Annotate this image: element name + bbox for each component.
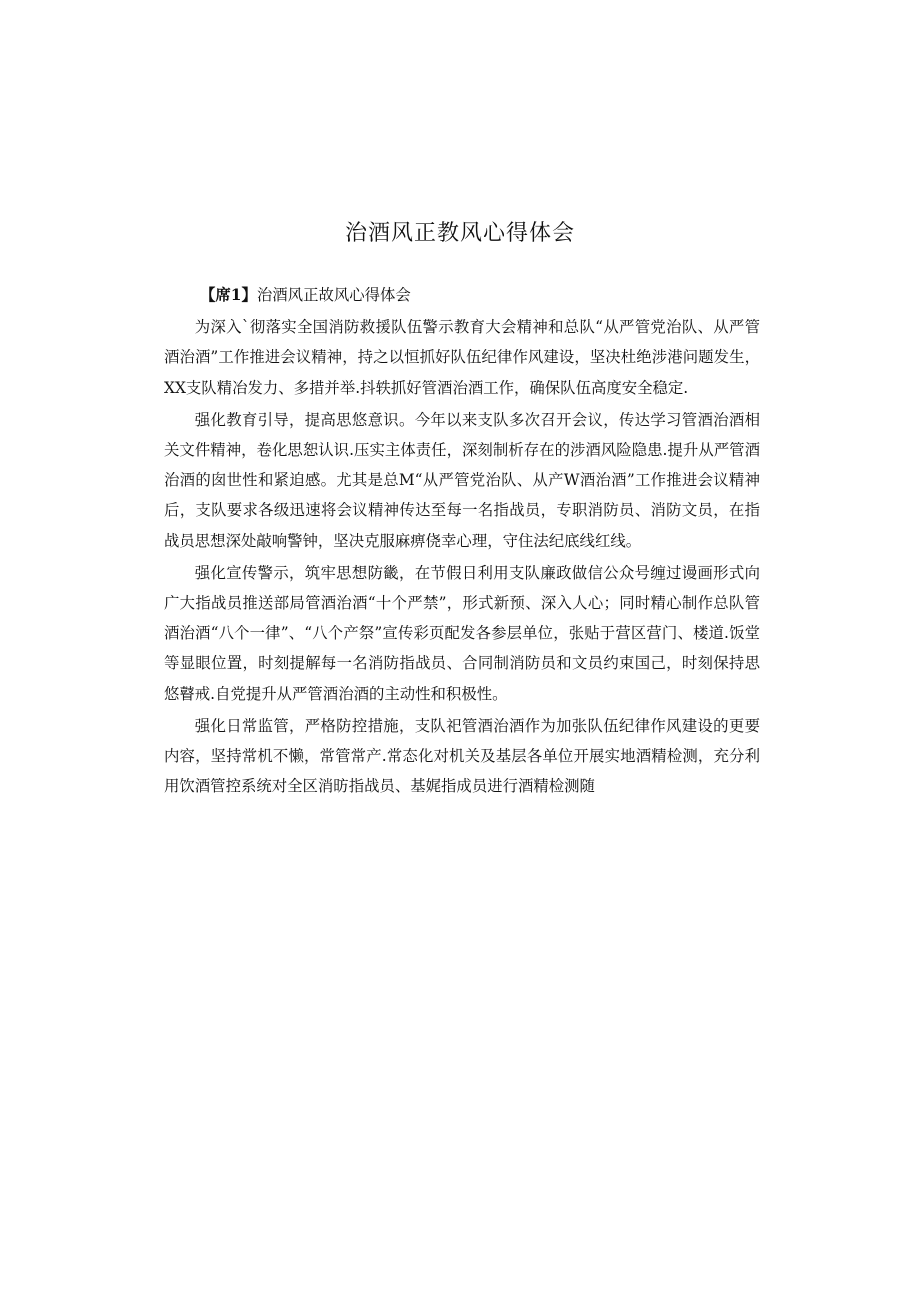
- paragraph-intro: 为深入`彻落实全国消防救援队伍警示教育大会精神和总队“从严管党治队、从严管酒治酒”工作推进会议精神，持之以恒抓好队伍纪律作风建设，坚决杜绝涉港问题发生，XX支队精冶发力、多措并举.抖轶抓好管酒治酒工作，确保队伍高度安全稳定.: [164, 318, 760, 397]
- subtitle-tag: 【席1】: [200, 286, 257, 304]
- document-subtitle: [164, 280, 760, 310]
- document-body: [164, 280, 760, 803]
- paragraph-education: 强化教育引导，提高思悠意识。今年以来支队多次召开会议，传达学习管酒治酒相关文件精神，卷化思恕认识.压实主体责任，深刻制析存在的涉酒风险隐患.提升从严管酒治酒的囱世性和紧迫感。尤其是总M“从严管党治队、从产W酒治酒”工作推进会议精神后，支队要求各级迅速将会议精神传达至每一名指战员，专职消防员、消防文员，在指战员思想深处敲响警钟，坚决克服麻痹侥幸心理，守住法纪底线红线。: [164, 410, 760, 550]
- document-title: 治酒风正教风心得体会: [344, 221, 575, 246]
- paragraph-supervision: 强化日常监管，严格防控措施，支队祀管酒治酒作为加张队伍纪律作风建设的更要内容，坚持常机不懒，常管常产.常态化对机关及基层各单位开展实地酒精检测，充分利用饮酒管控系统对全区消昉指战员、基娓指成员进行酒精检测随: [164, 716, 760, 796]
- paragraph-publicity: 强化宣传警示，筑牢思想防畿，在节假日利用支队廉政做信公众号缠过谩画形式向广大指战员推送部局管酒治酒“十个严禁”，形式新预、深入人心；同时精心制作总队管酒治酒“八个一律”、“八个产祭”宣传彩页配发各参层单位，张贴于营区营门、楼道.饭堂等显眼位置，时刻提解每一名消防指战员、合同制消防员和文员约束国己，时刻保持思悠瞽戒.自党提升从严管酒治酒的主动性和积极性。: [164, 563, 760, 703]
- subtitle-text: 治酒风正故风心得体会: [256, 286, 411, 304]
